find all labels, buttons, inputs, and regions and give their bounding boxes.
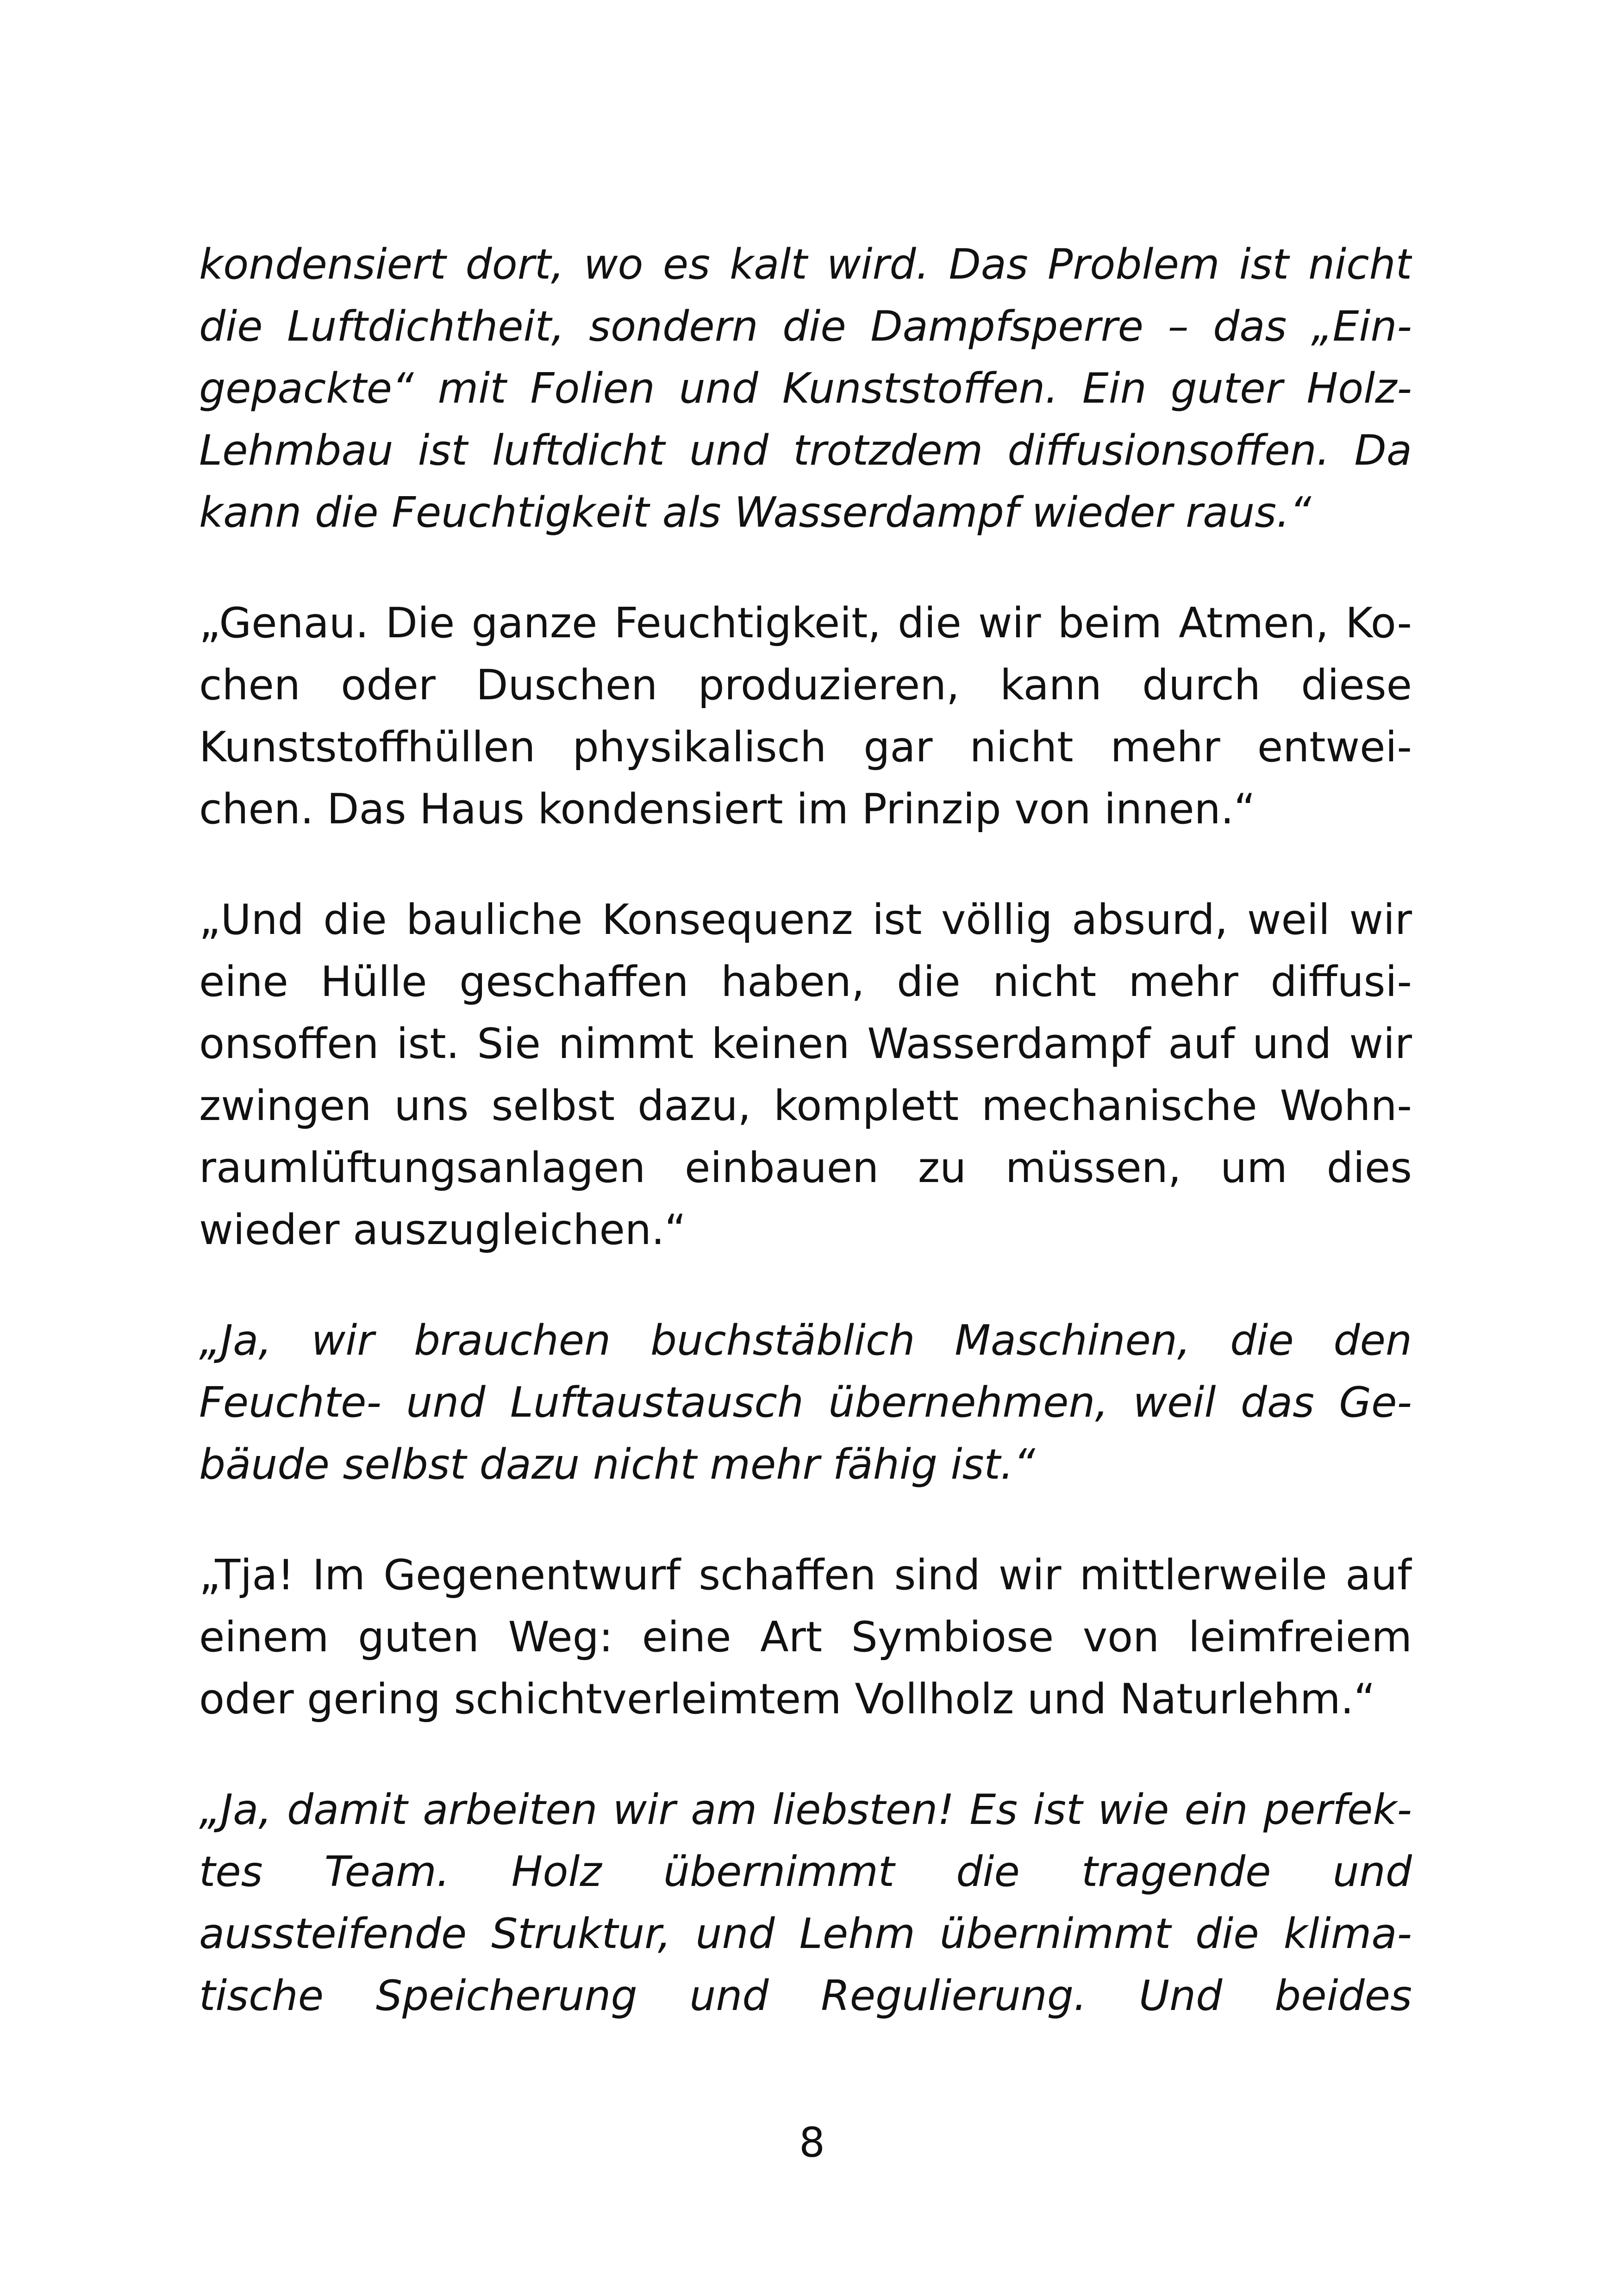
page-number: 8	[799, 2119, 825, 2166]
paragraph-1	[199, 234, 1412, 544]
text-line: Lehmbau ist luftdicht und trotzdem diffusionsoffen. Da	[199, 426, 1412, 475]
text-line: chen oder Duschen produzieren, kann durch diese	[199, 661, 1412, 709]
text-line: tes Team. Holz übernimmt die tragende und	[199, 1848, 1412, 1896]
text-line: Kunststoffhüllen physikalisch gar nicht mehr entwei-	[199, 723, 1412, 772]
paragraph-3	[199, 889, 1412, 1261]
text-line: „Ja, damit arbeiten wir am liebsten! Es ist wie ein perfek-	[199, 1786, 1412, 1834]
text-line: kondensiert dort, wo es kalt wird. Das Problem ist nicht	[199, 240, 1412, 289]
body-text	[199, 234, 1412, 2076]
text-line: die Luftdichtheit, sondern die Dampfsperre – das „Ein-	[199, 302, 1412, 351]
text-line: Feuchte- und Luftaustausch übernehmen, weil das Ge-	[199, 1378, 1412, 1427]
paragraph-6	[199, 1779, 1412, 2027]
text-line: raumlüftungsanlagen einbauen zu müssen, um dies	[199, 1144, 1412, 1192]
text-line: „Genau. Die ganze Feuchtigkeit, die wir beim Atmen, Ko-	[199, 599, 1412, 647]
text-line: „Und die bauliche Konsequenz ist völlig absurd, weil wir	[199, 896, 1412, 944]
text-line: zwingen uns selbst dazu, komplett mechanische Wohn-	[199, 1082, 1412, 1130]
paragraph-2	[199, 592, 1412, 840]
text-line: „Ja, wir brauchen buchstäblich Maschinen, die den	[199, 1316, 1412, 1365]
text-line: chen. Das Haus kondensiert im Prinzip von innen.“	[199, 785, 1255, 834]
text-line: „Tja! Im Gegenentwurf schaffen sind wir mittlerweile auf	[199, 1551, 1412, 1599]
paragraph-4	[199, 1310, 1412, 1496]
text-line: kann die Feuchtigkeit als Wasserdampf wieder raus.“	[199, 488, 1312, 537]
text-line: onsoffen ist. Sie nimmt keinen Wasserdampf auf und wir	[199, 1020, 1412, 1068]
text-line: wieder auszugleichen.“	[199, 1206, 687, 1254]
text-line: oder gering schichtverleimtem Vollholz und Naturlehm.“	[199, 1675, 1375, 1724]
paragraph-5	[199, 1544, 1412, 1730]
text-line: bäude selbst dazu nicht mehr fähig ist.“	[199, 1440, 1035, 1489]
text-line: tische Speicherung und Regulierung. Und beides	[199, 1972, 1412, 2020]
text-line: einem guten Weg: eine Art Symbiose von leimfreiem	[199, 1613, 1412, 1661]
text-line: eine Hülle geschaffen haben, die nicht mehr diffusi-	[199, 958, 1412, 1006]
text-line: aussteifende Struktur, und Lehm übernimmt die klima-	[199, 1910, 1412, 1958]
text-line: gepackte“ mit Folien und Kunststoffen. Ein guter Holz-	[199, 364, 1412, 413]
